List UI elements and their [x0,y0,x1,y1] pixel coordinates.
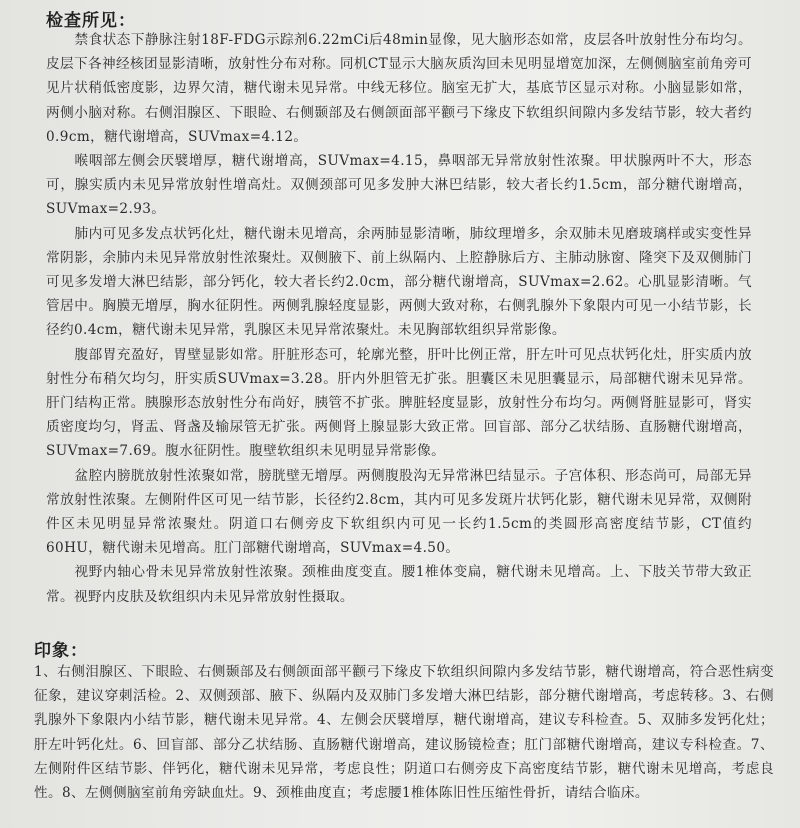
impression-body: 1、右侧泪腺区、下眼睑、右侧颞部及右侧颌面部平颧弓下缘皮下软组织间隙内多发结节影，糖代谢增高，符合恶性病变征象，建议穿刺活检。2、双侧颈部、腋下、纵隔内及双肺门多发增大淋巴结影，部分糖代谢增高，考虑转移。3、右侧乳腺外下象限内小结节影，糖代谢未见异常。4、左侧会厌襞增厚，糖代谢增高，建议专科检查。5、双肺多发钙化灶；肝左叶钙化灶。6、回盲部、部分乙状结肠、直肠糖代谢增高，建议肠镜检查；肛门部糖代谢增高，建议专科检查。7、左侧附件区结节影、伴钙化，糖代谢未见异常，考虑良性；阴道口右侧旁皮下高密度结节影，糖代谢未见增高，考虑良性。8、左侧侧脑室前角旁缺血灶。9、颈椎曲度直；考虑腰1椎体陈旧性压缩性骨折，请结合临床。 [34,664,774,802]
findings-body [46,28,752,609]
findings-paragraph-brain: 禁食状态下静脉注射18F-FDG示踪剂6.22mCi后48min显像，见大脑形态如常，皮层各叶放射性分布均匀。皮层下各神经核团显影清晰，放射性分布对称。同机CT显示大脑灰质沟回未见明显增宽加深，左侧侧脑室前角旁可见片状稍低密度影，边界欠清，糖代谢未见异常。中线无移位。脑室无扩大，基底节区显示对称。小脑显影如常，两侧小脑对称。右侧泪腺区、下眼睑、右侧颞部及右侧颌面部平颧弓下缘皮下软组织间隙内多发结节影，较大者约0.9cm，糖代谢增高，SUVmax=4.12。 [46,32,752,145]
findings-heading: 检查所见： [46,11,136,31]
findings-paragraph-pelvis: 盆腔内膀胱放射性浓聚如常，膀胱壁无增厚。两侧腹股沟无异常淋巴结显示。子宫体积、形态尚可，局部无异常放射性浓聚。左侧附件区可见一结节影，长径约2.8cm，其内可见多发斑片状钙化影，糖代谢未见异常，双侧附件区未见明显异常浓聚灶。阴道口右侧旁皮下软组织内可见一长约1.5cm的类圆形高密度结节影，CT值约60HU，糖代谢未见增高。肛门部糖代谢增高，SUVmax=4.50。 [46,467,752,557]
findings-paragraph-abdomen: 腹部胃充盈好，胃壁显影如常。肝脏形态可，轮廓光整，肝叶比例正常，肝左叶可见点状钙化灶，肝实质内放射性分布稍欠均匀，肝实质SUVmax=3.28。肝内外胆管无扩张。胆囊区未见胆囊显示，局部糖代谢未见异常。肝门结构正常。胰腺形态放射性分布尚好，胰管不扩张。脾脏轻度显影，放射性分布均匀。两侧肾脏显影可，肾实质密度均匀，肾盂、肾盏及输尿管无扩张。两侧肾上腺显影大致正常。回盲部、部分乙状结肠、直肠糖代谢增高，SUVmax=7.69。腹水征阴性。腹壁软组织未见明显异常影像。 [46,346,752,460]
findings-paragraph-skeleton: 视野内轴心骨未见异常放射性浓聚。颈椎曲度变直。腰1椎体变扁，糖代谢未见增高。上、下肢关节带大致正常。视野内皮肤及软组织内未见异常放射性摄取。 [46,564,752,605]
findings-paragraph-neck: 喉咽部左侧会厌襞增厚，糖代谢增高，SUVmax=4.15，鼻咽部无异常放射性浓聚。甲状腺两叶不大，形态可，腺实质内未见异常放射性增高灶。双侧颈部可见多发肿大淋巴结影，较大者长约1.5cm，部分糖代谢增高，SUVmax=2.93。 [46,153,752,218]
findings-paragraph-chest: 肺内可见多发点状钙化灶，糖代谢未见增高，余两肺显影清晰，肺纹理增多，余双肺未见磨玻璃样或实变性异常阴影，余肺内未见异常放射性浓聚灶。双侧腋下、前上纵隔内、上腔静脉后方、主肺动脉窗、隆突下及双侧肺门可见多发增大淋巴结影，部分钙化，较大者长约2.0cm，部分糖代谢增高，SUVmax=2.62。心肌显影清晰。气管居中。胸膜无增厚，胸水征阴性。两侧乳腺轻度显影，两侧大致对称，右侧乳腺外下象限内可见一小结节影，长径约0.4cm，糖代谢未见异常，乳腺区未见异常浓聚灶。未见胸部软组织异常影像。 [46,225,752,339]
impression-heading: 印象： [34,641,88,661]
